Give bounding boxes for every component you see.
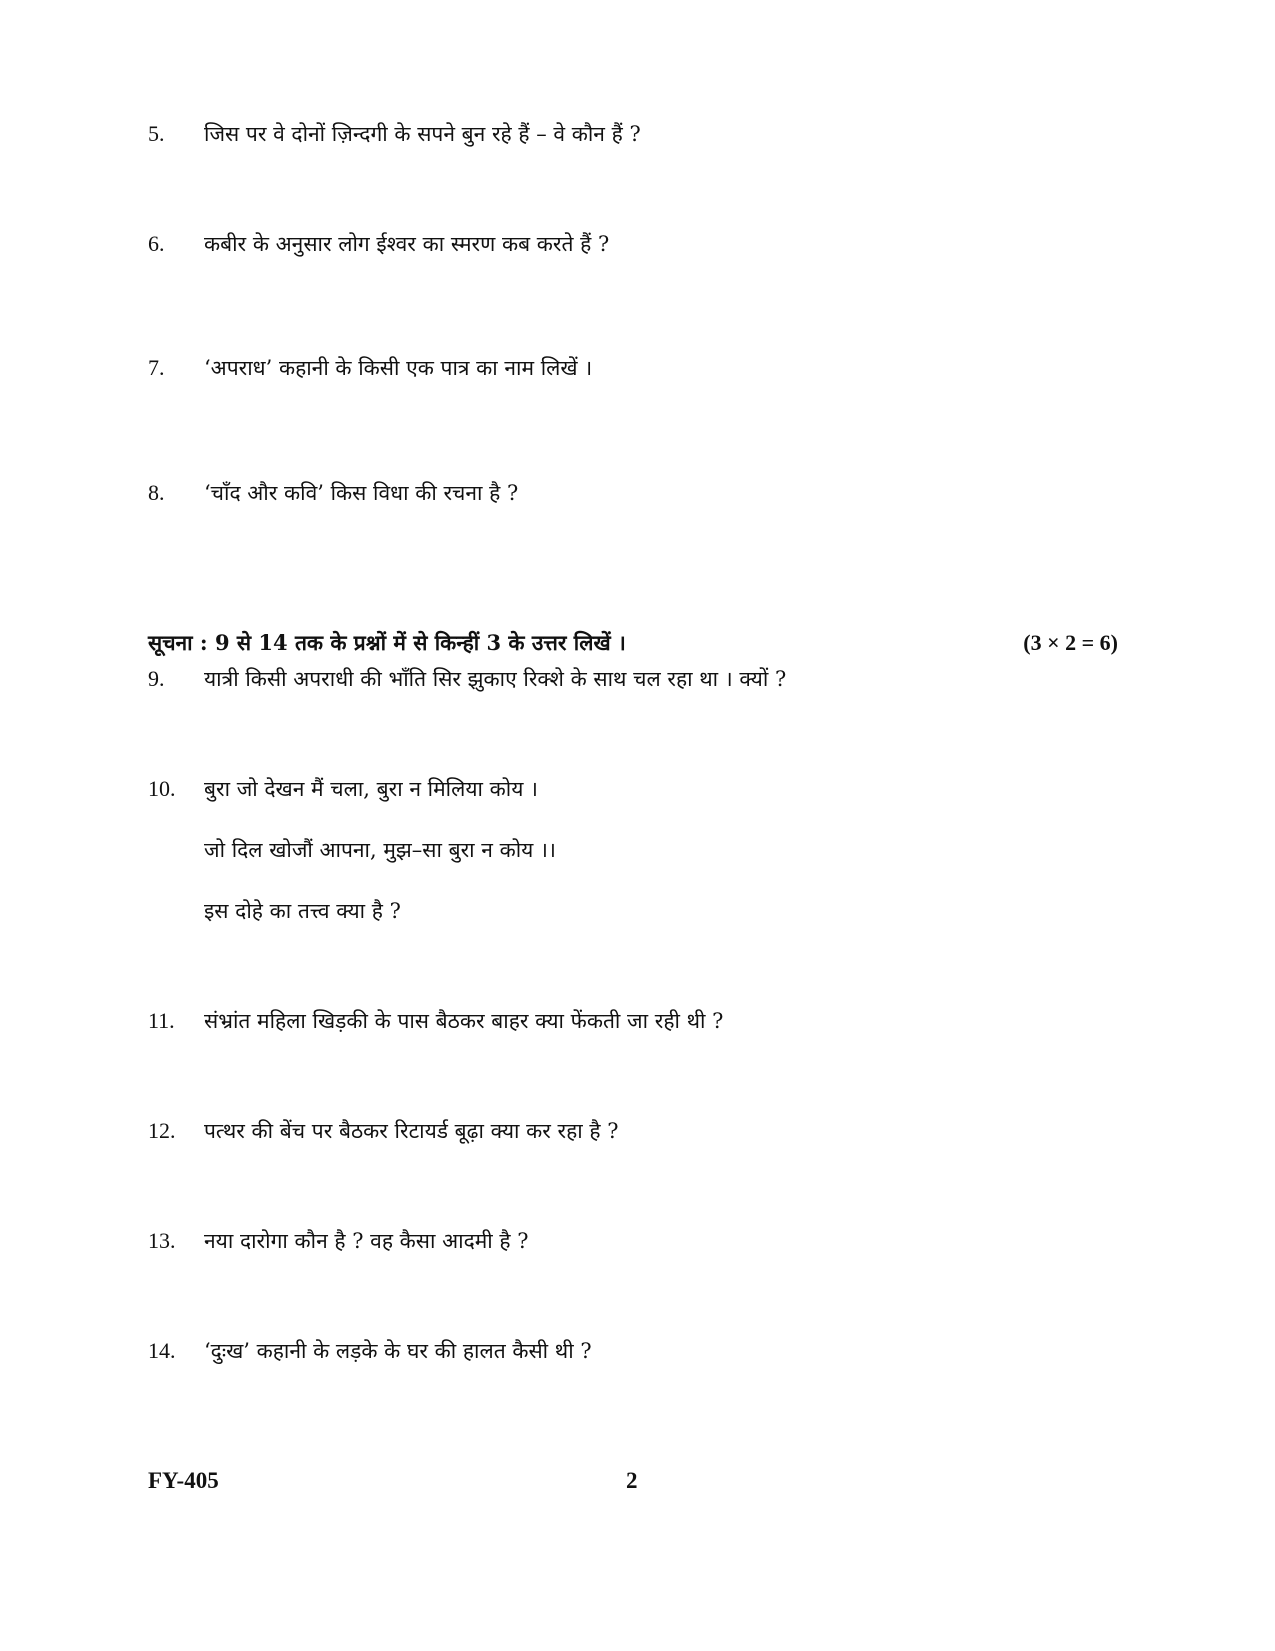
question-13 (148, 1226, 528, 1256)
question-9 (148, 664, 786, 694)
question-6 (148, 229, 609, 259)
question-number: 7. (148, 355, 165, 380)
question-number: 5. (148, 121, 165, 146)
question-14 (148, 1336, 592, 1366)
question-number: 10. (148, 776, 176, 801)
question-text: ‘दुःख’ कहानी के लड़के के घर की हालत कैसी थी ? (204, 1339, 592, 1363)
question-number: 14. (148, 1338, 176, 1363)
question-7 (148, 353, 592, 383)
question-text: यात्री किसी अपराधी की भाँति सिर झुकाए रिक्शे के साथ चल रहा था । क्यों ? (204, 667, 787, 691)
question-12 (148, 1116, 618, 1146)
question-8 (148, 478, 518, 508)
paper-code: FY-405 (148, 1468, 219, 1493)
question-10-line-2: जो दिल खोजौं आपना, मुझ–सा बुरा न कोय ।। (204, 838, 556, 862)
question-text: जिस पर वे दोनों ज़िन्दगी के सपने बुन रहे हैं – वे कौन हैं ? (204, 122, 641, 146)
marks-allocation: (3 × 2 = 6) (1023, 630, 1118, 655)
question-number: 11. (148, 1008, 175, 1033)
question-text: ‘अपराध’ कहानी के किसी एक पात्र का नाम लिखें । (204, 356, 593, 380)
question-text: ‘चाँद और कवि’ किस विधा की रचना है ? (204, 481, 519, 505)
page-number: 2 (626, 1468, 638, 1493)
question-text: कबीर के अनुसार लोग ईश्वर का स्मरण कब करते हैं ? (204, 232, 610, 256)
question-number: 6. (148, 231, 165, 256)
question-number: 9. (148, 666, 165, 691)
question-5 (148, 119, 641, 149)
question-number: 8. (148, 480, 165, 505)
instruction-text: सूचना : 9 से 14 तक के प्रश्नों में से किन्हीं 3 के उत्तर लिखें । (148, 630, 626, 655)
question-number: 12. (148, 1118, 176, 1143)
question-number: 13. (148, 1228, 176, 1253)
question-text: पत्थर की बेंच पर बैठकर रिटायर्ड बूढ़ा क्या कर रहा है ? (204, 1119, 619, 1143)
question-10 (148, 774, 538, 804)
question-text: नया दारोगा कौन है ? वह कैसा आदमी है ? (204, 1229, 529, 1253)
question-text: संभ्रांत महिला खिड़की के पास बैठकर बाहर क्या फेंकती जा रही थी ? (204, 1009, 724, 1033)
question-text: बुरा जो देखन मैं चला, बुरा न मिलिया कोय । (204, 777, 539, 801)
question-10-line-3: इस दोहे का तत्त्व क्या है ? (204, 899, 401, 923)
question-11 (148, 1006, 723, 1036)
section-instruction (148, 628, 1118, 658)
